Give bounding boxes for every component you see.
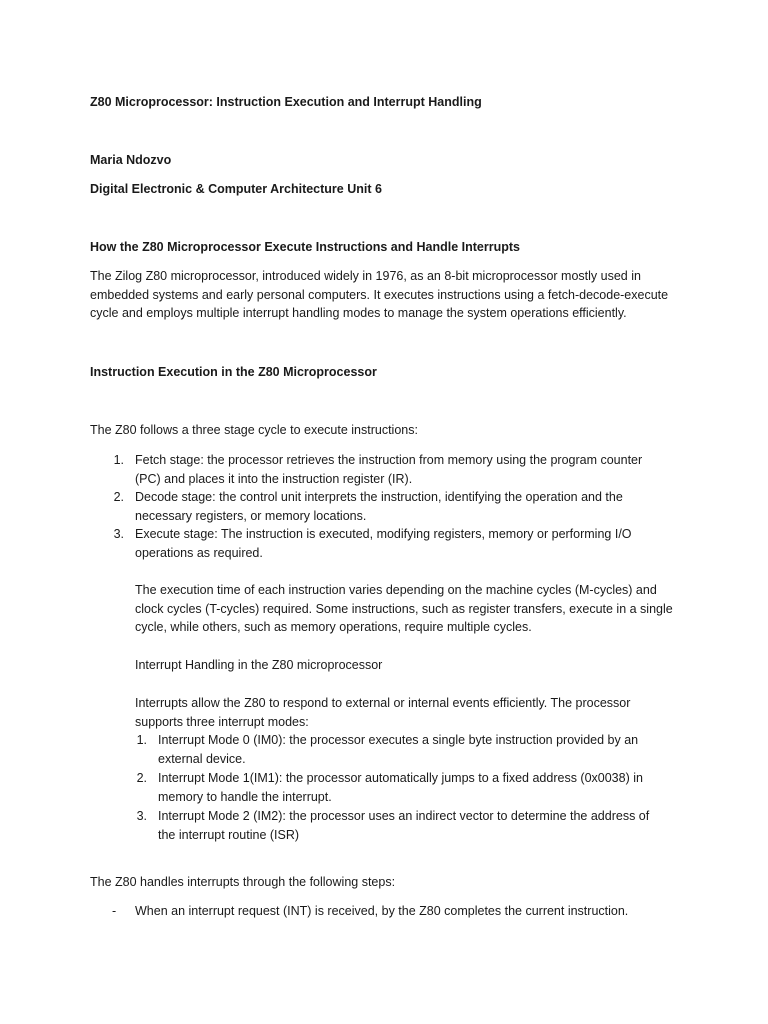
- interrupt-intro-paragraph: Interrupts allow the Z80 to respond to external or internal events efficiently. The processor supports three interrupt modes:: [135, 696, 631, 729]
- mode-number: 2.: [136, 771, 147, 785]
- section-heading-overview: How the Z80 Microprocessor Execute Instructions and Handle Interrupts: [90, 240, 520, 254]
- mode-item: Interrupt Mode 1(IM1): the processor automatically jumps to a fixed address (0x0038) in memory to handle the interrupt.: [158, 771, 643, 804]
- mode-number: 3.: [136, 809, 147, 823]
- course-name: Digital Electronic & Computer Architecture Unit 6: [90, 182, 382, 196]
- step-item: When an interrupt request (INT) is received, by the Z80 completes the current instruction.: [135, 904, 629, 918]
- stage-item: Decode stage: the control unit interprets the instruction, identifying the operation and the necessary registers, or memory locations.: [135, 490, 623, 523]
- list-bullet: -: [112, 904, 117, 918]
- mode-number: 1.: [136, 733, 147, 747]
- stage-item: Fetch stage: the processor retrieves the instruction from memory using the program counter (PC) and places it into the instruction register (IR).: [135, 453, 643, 486]
- stage-number: 2.: [113, 490, 124, 504]
- intro-paragraph: The Zilog Z80 microprocessor, introduced widely in 1976, as an 8-bit microprocessor mostly used in embedded systems and early personal computers. It executes instructions using a fetch-decode-execute cycle and employs multiple interrupt handling modes to manage the system operations efficiently.: [90, 269, 669, 321]
- stage-number: 1.: [113, 453, 124, 467]
- mode-item: Interrupt Mode 0 (IM0): the processor executes a single byte instruction provided by an external device.: [158, 733, 639, 766]
- stage-number: 3.: [113, 527, 124, 541]
- steps-intro-paragraph: The Z80 handles interrupts through the following steps:: [90, 875, 396, 889]
- stage-item: Execute stage: The instruction is executed, modifying registers, memory or performing I/O operations as required.: [135, 527, 632, 560]
- document-title: Z80 Microprocessor: Instruction Execution and Interrupt Handling: [90, 95, 482, 109]
- interrupt-heading: Interrupt Handling in the Z80 microprocessor: [135, 658, 383, 672]
- timing-paragraph: The execution time of each instruction varies depending on the machine cycles (M-cycles) and clock cycles (T-cycles) required. Some instructions, such as register transfers, execute in a single cycle, while others, such as memory operations, require multiple cycles.: [135, 583, 673, 635]
- mode-item: Interrupt Mode 2 (IM2): the processor uses an indirect vector to determine the address of the interrupt routine (ISR): [158, 809, 650, 842]
- author-name: Maria Ndozvo: [90, 153, 172, 167]
- cycle-intro-paragraph: The Z80 follows a three stage cycle to execute instructions:: [90, 423, 418, 437]
- section-heading-execution: Instruction Execution in the Z80 Microprocessor: [90, 365, 377, 379]
